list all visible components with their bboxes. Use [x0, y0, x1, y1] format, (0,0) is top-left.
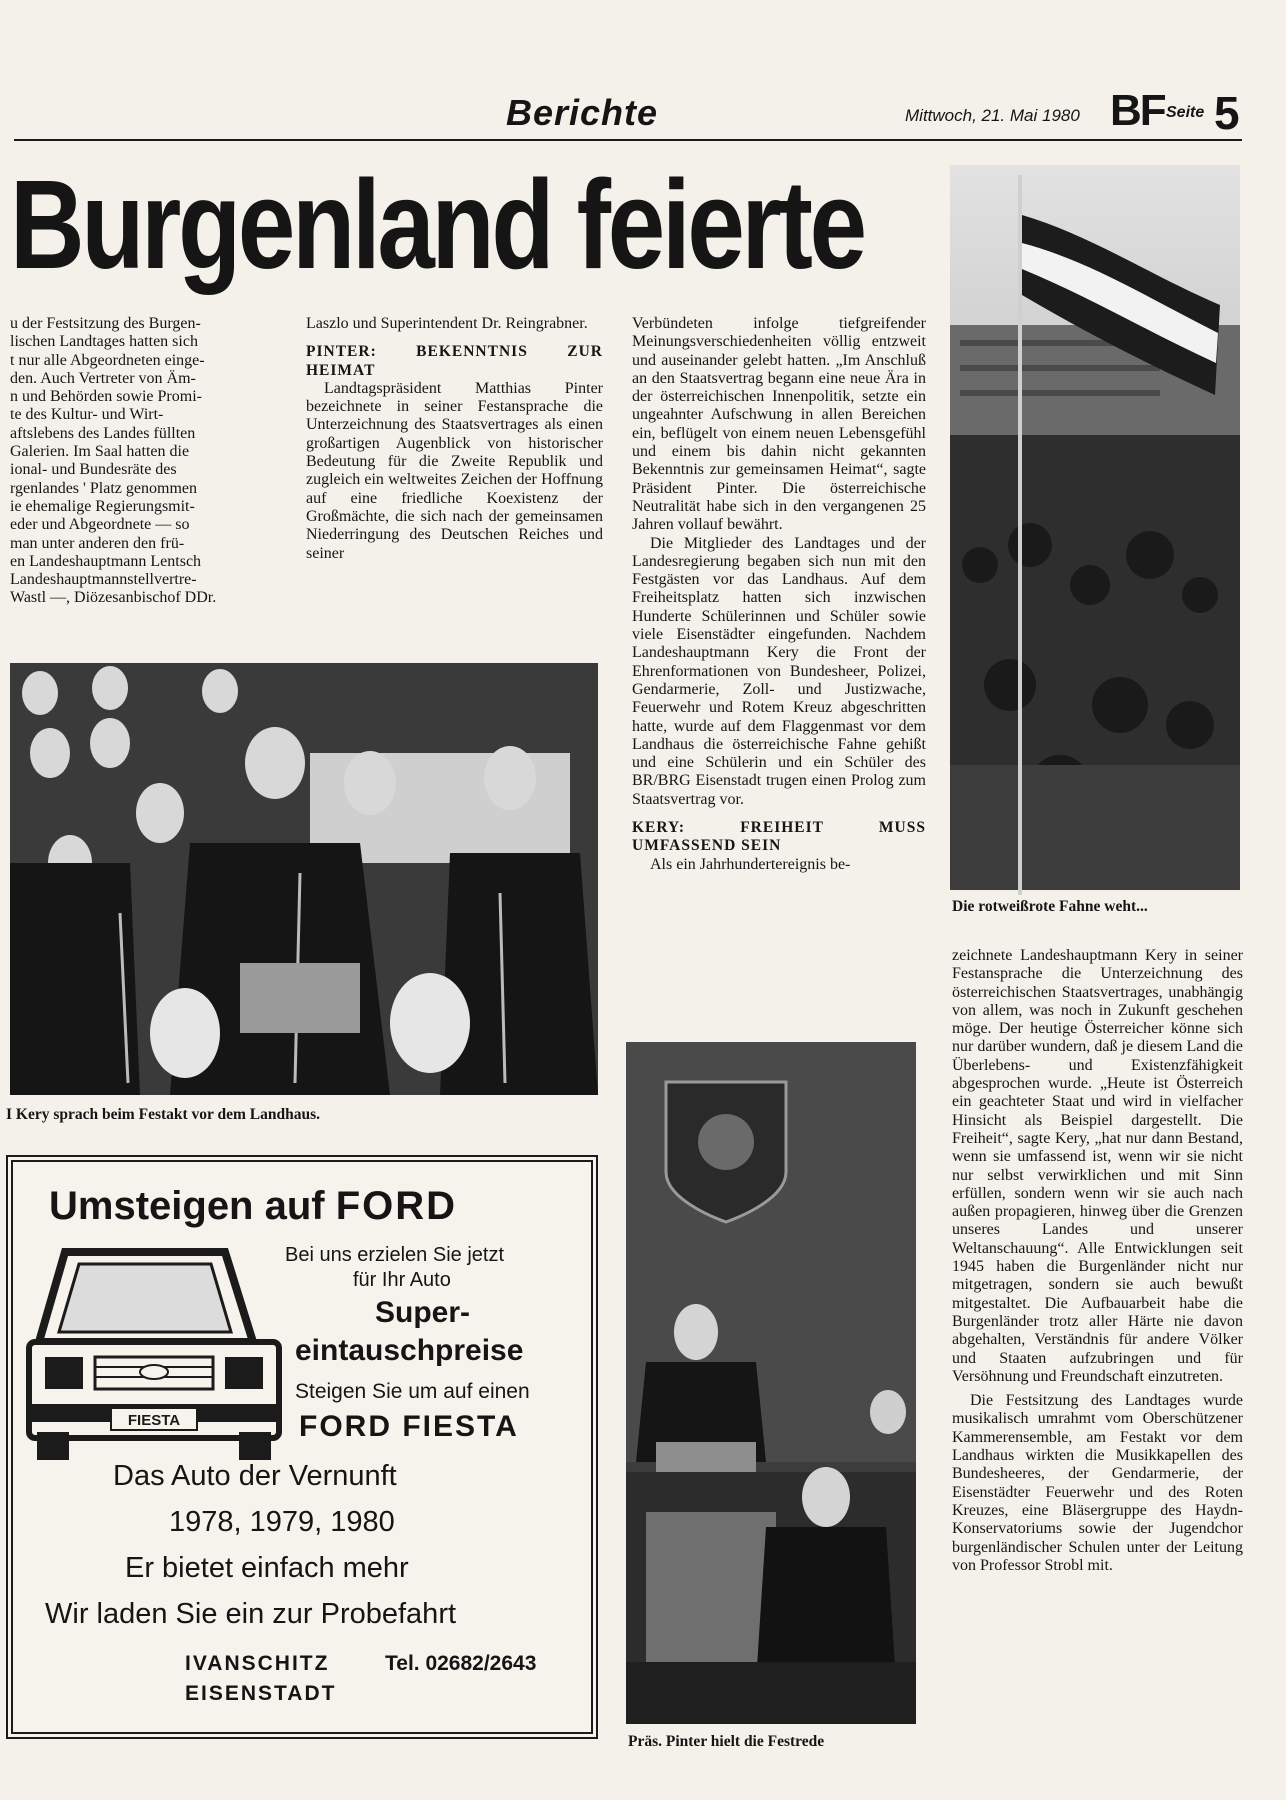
- ad-line-1: [285, 1244, 504, 1267]
- ad-line-3: Super-: [375, 1296, 471, 1329]
- ad-city: EISENSTADT: [185, 1682, 337, 1705]
- section-title: Berichte: [506, 92, 659, 133]
- col1-line: aftslebens des Landes füllten: [10, 424, 196, 442]
- ad-line-4: eintauschpreise: [295, 1334, 524, 1367]
- flag-photo: [950, 165, 1240, 890]
- ad-title-brand: FORD: [335, 1184, 458, 1228]
- kery-photo: [10, 663, 598, 1095]
- col1-line: t nur alle Abgeordneten einge-: [10, 351, 205, 369]
- col4-paragraph: Die Festsitzung des Landtages wurde musikalisch umrahmt vom Oberschützener Kammerensemble, am Festakt vor dem Landhaus wirkten die Musikkapellen des Bundesheeres, der Gendarmerie, der Eisenstädter Feuerwehr und des Roten Kreuzes, eine Bläsergruppe des Haydn-Konservatoriums sowie der Jugendchor burgenländischer Schulen unter der Leitung von Professor Strobl mit.: [952, 1392, 1243, 1574]
- col1-line: Wastl —, Diözesanbischof DDr.: [10, 589, 217, 607]
- paper-logo: BF: [1110, 86, 1165, 135]
- col1-line: Galerien. Im Saal hatten die: [10, 443, 190, 461]
- flag-caption: Die rotweißrote Fahne weht...: [952, 898, 1148, 915]
- col2-subhead: PINTER: BEKENNTNIS ZUR HEIMAT: [306, 343, 603, 379]
- ad-phone: Tel. 02682/2643: [385, 1652, 537, 1675]
- col3-subhead: KERY: FREIHEIT MUSS UMFASSEND SEIN: [632, 819, 926, 855]
- kery-photo-image: [10, 663, 598, 1095]
- flag-photo-image: [950, 165, 1240, 890]
- header-divider: [14, 139, 1242, 141]
- col3-paragraph: Als ein Jahrhundertereignis be-: [650, 855, 851, 873]
- article-column-4: [952, 947, 1243, 1757]
- ad-slogan: Das Auto der Vernunft: [113, 1460, 397, 1492]
- pinter-photo-image: [626, 1042, 916, 1724]
- ford-fiesta-illustration: [25, 1232, 283, 1462]
- col1-line: en Landeshauptmann Lentsch: [10, 552, 202, 570]
- article-column-3: [632, 315, 926, 1025]
- col1-line: man unter anderen den frü-: [10, 534, 185, 552]
- ad-title-prefix: Umsteigen auf: [49, 1184, 325, 1228]
- col1-line: Landeshauptmannstellvertre-: [10, 571, 197, 589]
- col3-paragraph: Verbündeten infolge tiefgreifender Meinungsverschiedenheiten völlig entzweit und auseinander gelebt hatten. „Im Anschluß an den Staatsvertrag begann eine neue Ära in der österreichischen Innenpolitik, setzte ein ungeahnter Aufschwung in allen Bereichen ein, beflügelt von einem neuen Lebensgefühl und einem bis dahin nicht gekannten Bekenntnis zur gemeinsamen Heimat“, sagte Präsident Pinter. Die österreichische Neutralität habe sich in den vergangenen 25 Jahren vollauf bewährt.: [632, 315, 926, 534]
- col2-body: Landtagspräsident Matthias Pinter bezeichnete in seiner Festansprache die Unterzeichnung des Staatsvertrages als einen großartigen Augenblick von historischer Bedeutung für die Zweite Republik und zugleich ein weltweites Zeichen der Hoffnung auf eine friedliche Koexistenz der Großmächte, die sich nach der gemeinsamen Niederringung des Deutschen Reiches und seiner: [306, 379, 603, 562]
- ad-jetzt-line: Bei uns erzielen Sie jetzt: [285, 1244, 505, 1266]
- pinter-caption: Präs. Pinter hielt die Festrede: [628, 1733, 825, 1750]
- pinter-photo: [626, 1042, 916, 1724]
- col1-line: lischen Landtages hatten sich: [10, 333, 198, 351]
- ad-line-2: für Ihr Auto: [353, 1269, 451, 1291]
- col4-paragraph: zeichnete Landeshauptmann Kery in seiner Festansprache die Unterzeichnung des österreichischen Staatsvertrages, unabhängig von allem, was noch in Zukunft geschehen möge. Der heutige Österreicher könne sich nur darüber wundern, daß je diesem Land die Überlebens- und Existenzfähigkeit abgesprochen wurde. „Heute ist Österreich ein geachteter Staat und wird in vielfacher Hinsicht als Beispiel dargestellt. Die Freiheit“, sagte Kery, „hat nur dann Bestand, wenn sie umfassend ist, wenn wir sie nicht nur selbst verwirklichen und mit Sinn erfüllen, sondern wenn wir sie auch nach außen propagieren, hinweg über die Grenzen unseres Landes und unserer Weltanschauung“. Alle Entwicklungen seit 1945 haben die Burgenländer nicht nur mitgetragen, sondern sie auch bewußt mitgestaltet. Die Aufbauarbeit habe die Burgenländer trotz aller Härte nie davon abgehalten, Verständnis für andere Völker und Staaten aufzubringen und für Versöhnung und Freundschaft einzutreten.: [952, 947, 1243, 1385]
- ad-offer: Er bietet einfach mehr: [125, 1552, 409, 1584]
- ad-years: 1978, 1979, 1980: [169, 1506, 395, 1538]
- col1-line: ie ehemalige Regierungsmit-: [10, 497, 195, 515]
- ad-line-5: Steigen Sie um auf einen: [295, 1380, 530, 1403]
- col1-line: rgenlandes ' Platz genommen: [10, 479, 197, 497]
- col1-line: te des Kultur- und Wirt-: [10, 406, 164, 424]
- ford-advertisement: [6, 1155, 598, 1739]
- page-number: 5: [1214, 87, 1240, 139]
- col3-paragraph: Die Mitglieder des Landtages und der Landesregierung begaben sich nun mit den Festgästen vor das Landhaus. Auf dem Freiheitsplatz hatten sich inzwischen Hunderte Schülerinnen und Schüler sowie viele Eisenstädter eingefunden. Nachdem Landeshauptmann Kery die Front der Ehrenformationen von Bundesheer, Polizei, Gendarmerie, Zoll- und Justizwache, Feuerwehr und Rotem Kreuz abgeschritten hatte, wurde auf dem Flaggenmast vor dem Landhaus die österreichische Fahne gehißt und eine Schülerin und ein Schüler des BR/BRG Eisenstadt trugen einen Prolog zum Staatsvertrag vor.: [632, 534, 926, 808]
- page-label: Seite: [1166, 104, 1205, 121]
- ad-dealer: IVANSCHITZ: [185, 1652, 330, 1675]
- article-column-1: [10, 315, 280, 623]
- ad-title: [49, 1184, 457, 1229]
- col1-line: u der Festsitzung des Burgen-: [10, 315, 201, 332]
- article-column-2: [306, 315, 603, 625]
- col1-line: den. Auch Vertreter von Äm-: [10, 369, 196, 387]
- kery-caption: I Kery sprach beim Festakt vor dem Landhaus.: [6, 1106, 321, 1123]
- col1-line: ional- und Bundesräte des: [10, 461, 177, 479]
- col2-intro: Laszlo und Superintendent Dr. Reingrabner.: [306, 315, 588, 332]
- headline: Burgenland feierte: [10, 154, 864, 295]
- col1-line: n und Behörden sowie Promi-: [10, 388, 202, 406]
- license-plate-text: FIESTA: [127, 1412, 181, 1429]
- ad-line-6: FORD FIESTA: [299, 1410, 519, 1443]
- ad-invite: Wir laden Sie ein zur Probefahrt: [45, 1598, 457, 1630]
- issue-date: Mittwoch, 21. Mai 1980: [905, 106, 1080, 125]
- col1-line: eder und Abgeordnete — so: [10, 516, 190, 534]
